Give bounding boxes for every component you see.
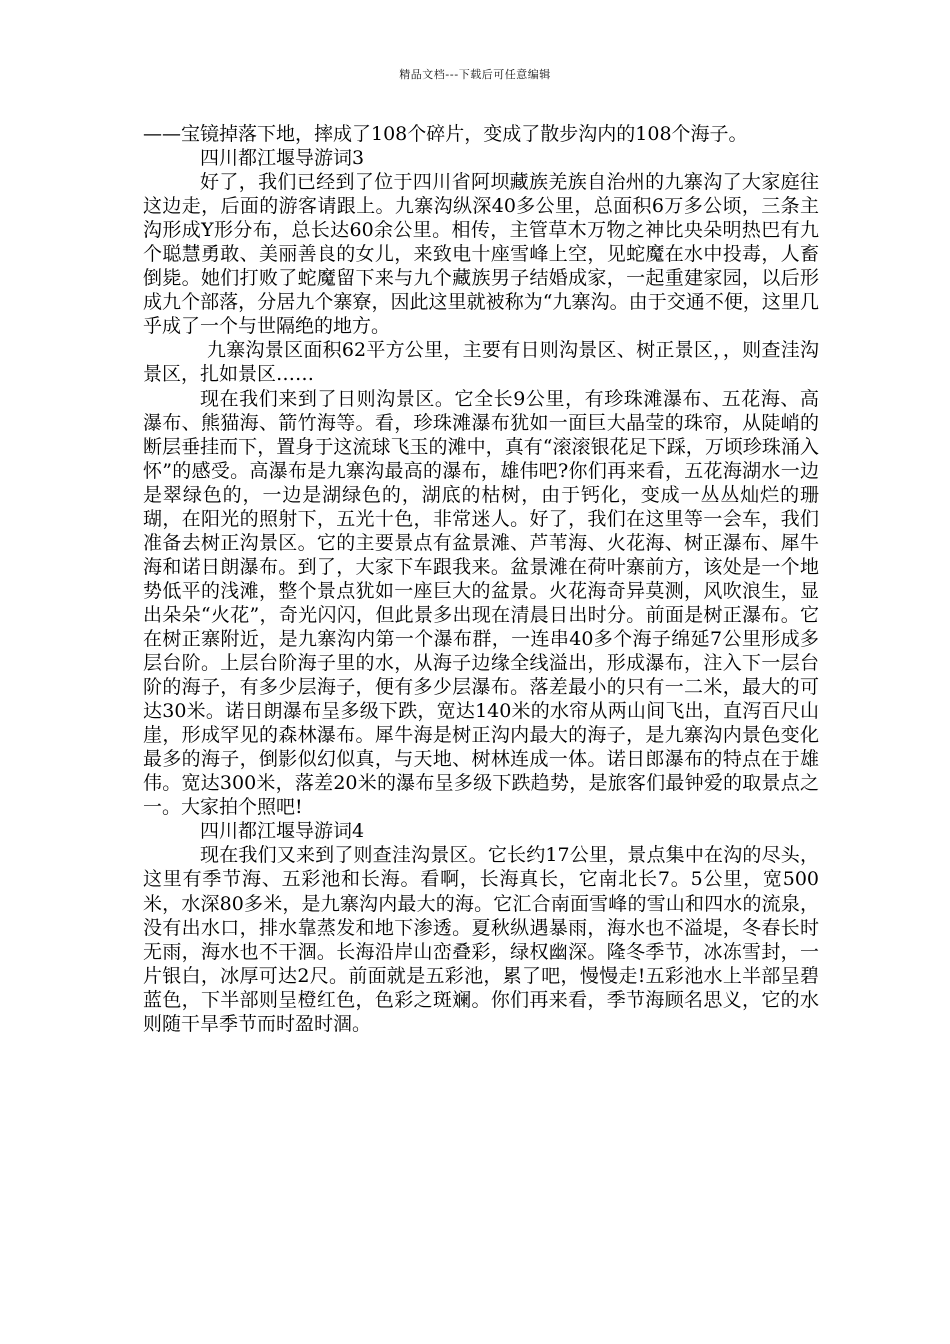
- paragraph-zechawa: 现在我们又来到了则查洼沟景区。它长约17公里，景点集中在沟的尽头，这里有季节海、五彩池和长海。看啊，长海真长，它南北长7。5公里，宽500米，水深80多米，是九寨沟内最大的海。它汇合南面雪峰的雪山和四水的流泉，没有出水口，排水靠蒸发和地下渗透。夏秋纵遇暴雨，海水也不溢堤，冬春长时无雨，海水也不干涸。长海沿岸山峦叠彩，绿权幽深。隆冬季节，冰冻雪封，一片银白，冰厚可达2尺。前面就是五彩池，累了吧，慢慢走!五彩池水上半部呈碧蓝色，下半部则呈橙红色，色彩之斑斓。你们再来看，季节海顾名思义，它的水则随干旱季节而时盈时涸。: [143, 844, 819, 1035]
- section-heading-4: 四川都江堰导游词4: [200, 820, 365, 843]
- paragraph-areas: 九寨沟景区面积62平方公里，主要有日则沟景区、树正景区，，则查洼沟景区，扎如景区……: [143, 339, 819, 386]
- section-heading-3: 四川都江堰导游词3: [200, 147, 365, 170]
- paragraph-rize-shuzheng: 现在我们来到了日则沟景区。它全长9公里，有珍珠滩瀑布、五花海、高瀑布、熊猫海、箭竹海等。看，珍珠滩瀑布犹如一面巨大晶莹的珠帘，从陡峭的断层垂挂而下，置身于这流球飞玉的滩中，真有“滚滚银花足下踩，万顷珍珠涌入怀”的感受。高瀑布是九寨沟最高的瀑布，雄伟吧?你们再来看，五花海湖水一边是翠绿色的，一边是湖绿色的，湖底的枯树，由于钙化，变成一丛丛灿烂的珊瑚，在阳光的照射下，五光十色，非常迷人。好了，我们在这里等一会车，我们准备去树正沟景区。它的主要景点有盆景滩、芦苇海、火花海、树正瀑布、犀牛海和诺日朗瀑布。到了，大家下车跟我来。盆景滩在荷叶寨前方，该处是一个地势低平的浅滩，整个景点犹如一座巨大的盆景。火花海奇异莫测，风吹浪生，显出朵朵“火花”，奇光闪闪，但此景多出现在清晨日出时分。前面是树正瀑布。它在树正寨附近，是九寨沟内第一个瀑布群，一连串40多个海子绵延7公里形成多层台阶。上层台阶海子里的水，从海子边缘全线溢出，形成瀑布，注入下一层台阶的海子，有多少层海子，便有多少层瀑布。落差最小的只有一二米，最大的可达30米。诺日朗瀑布呈多级下跌，宽达140米的水帘从两山间飞出，直泻百尺山崖，形成罕见的森林瀑布。犀牛海是树正沟内最大的海子，是九寨沟内景色变化最多的海子，倒影似幻似真，与天地、树林连成一体。诺日郎瀑布的特点在于雄伟。宽达300米，落差20米的瀑布呈多级下跌趋势，是旅客们最钟爱的取景点之一。大家拍个照吧!: [143, 387, 819, 819]
- paragraph-intro: 好了，我们已经到了位于四川省阿坝藏族羌族自治州的九寨沟了大家庭往这边走，后面的游客请跟上。九寨沟纵深40多公里，总面积6万多公顷，三条主沟形成Y形分布，总长达60余公里。相传，主管草木万物之神比央朵明热巴有九个聪慧勇敢、美丽善良的女儿，来致电十座雪峰上空，见蛇魔在水中投毒，人畜倒毙。她们打败了蛇魔留下来与九个藏族男子结婚成家，一起重建家园，以后形成九个部落，分居九个寨寮，因此这里就被称为“九寨沟。由于交通不便，这里几乎成了一个与世隔绝的地方。: [143, 171, 819, 338]
- document-body: [143, 122, 819, 1036]
- page-header: 精品文档---下载后可任意编辑: [399, 68, 551, 81]
- paragraph-continuation: ——宝镜掉落下地，摔成了108个碎片，变成了散步沟内的108个海子。: [143, 123, 748, 145]
